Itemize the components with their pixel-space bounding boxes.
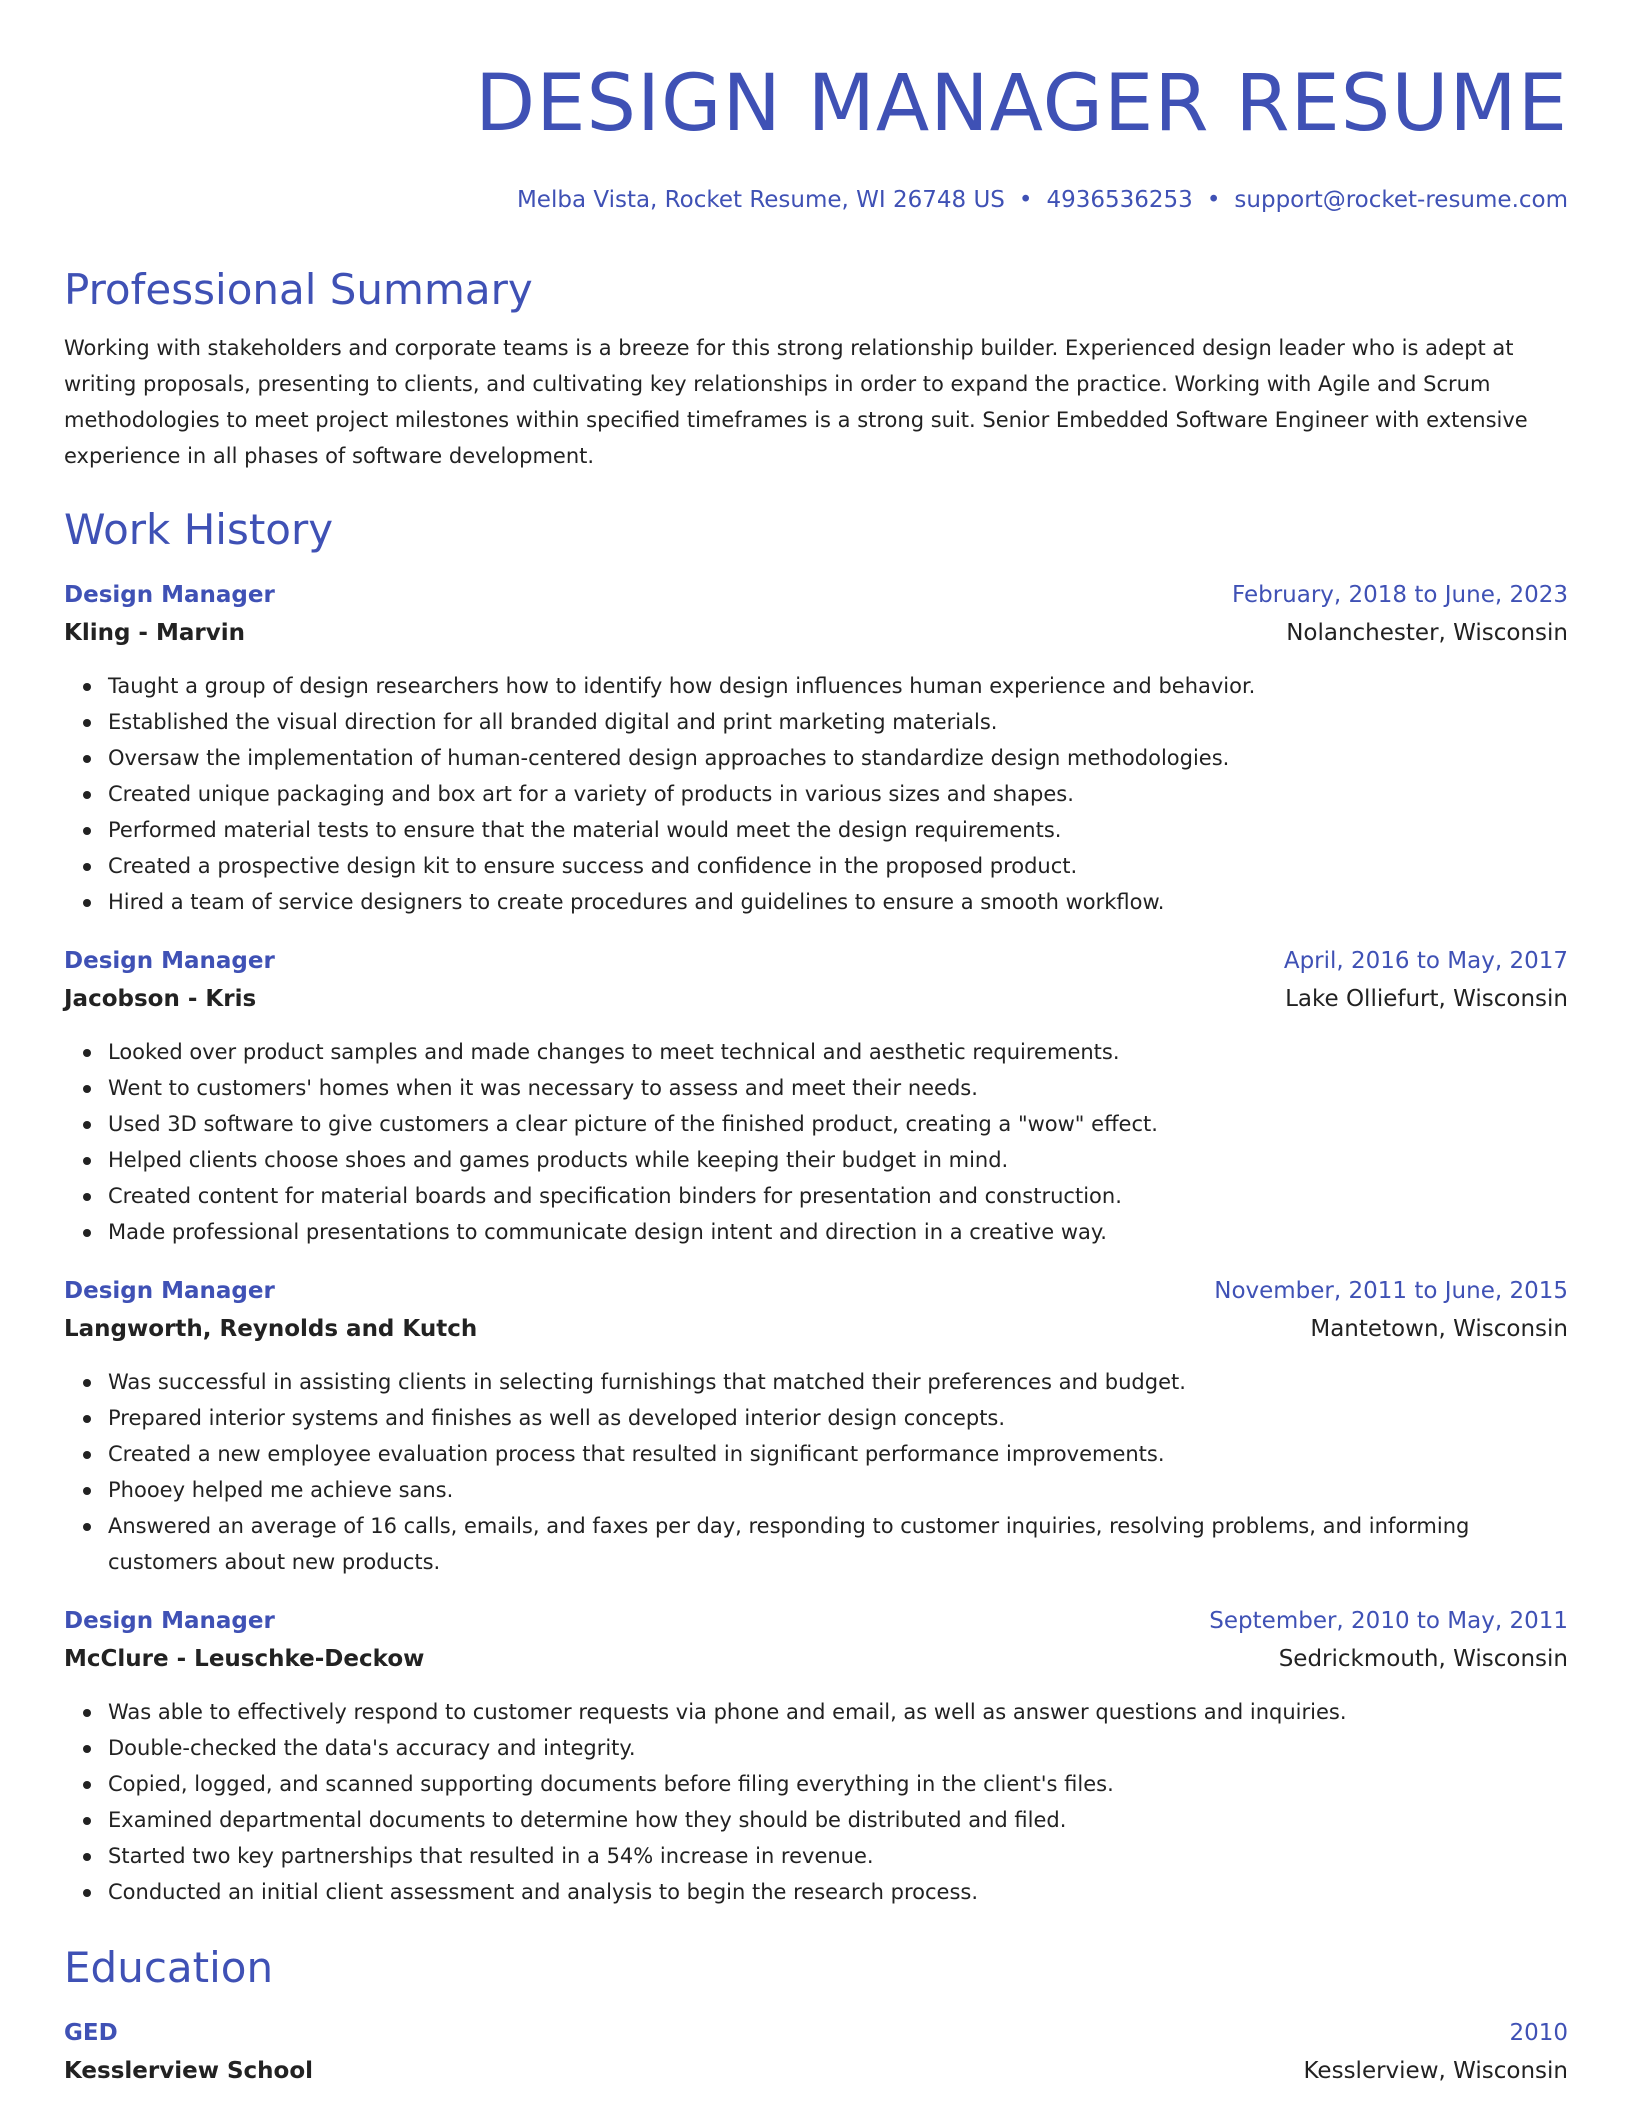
education-degree: GED [64, 2020, 118, 2046]
job-entry [64, 1602, 1568, 1910]
job-bullet: Created content for material boards and specification binders for presentation and construction. [108, 1178, 1568, 1214]
job-dates: February, 2018 to June, 2023 [1231, 582, 1568, 608]
job-bullets [64, 668, 1568, 920]
job-company-row [64, 614, 1568, 652]
job-bullet: Answered an average of 16 calls, emails, and faxes per day, responding to customer inquiries, resolving problems, and informing customers about new products. [108, 1508, 1568, 1580]
job-company: Kling - Marvin [64, 620, 245, 646]
job-dates: September, 2010 to May, 2011 [1209, 1608, 1568, 1634]
job-bullet: Created a new employee evaluation process that resulted in significant performance improvements. [108, 1436, 1568, 1472]
job-title: Design Manager [64, 1608, 275, 1634]
job-entry [64, 1272, 1568, 1580]
resume-page [64, 0, 1568, 2090]
job-bullets [64, 1364, 1568, 1580]
page-title: DESIGN MANAGER RESUME [475, 59, 1568, 149]
summary-text: Working with stakeholders and corporate teams is a breeze for this strong relationship builder. Experienced design leader who is adept at writing proposals, presenting to clients, and cultivating key relationships in order to expand the practice. Working with Agile and Scrum methodologies to meet project milestones within specified timeframes is a strong suit. Senior Embedded Software Engineer with extensive experience in all phases of software development. [64, 336, 1528, 468]
job-bullet: Examined departmental documents to determine how they should be distributed and filed. [108, 1802, 1568, 1838]
education-heading: Education [64, 1943, 274, 1992]
job-company-row [64, 980, 1568, 1018]
job-bullet: Was able to effectively respond to customer requests via phone and email, as well as answer questions and inquiries. [108, 1694, 1568, 1730]
job-bullet: Taught a group of design researchers how to identify how design influences human experience and behavior. [108, 668, 1568, 704]
work-history-heading: Work History [64, 505, 334, 554]
job-location: Lake Olliefurt, Wisconsin [1285, 986, 1568, 1012]
job-bullet: Performed material tests to ensure that the material would meet the design requirements. [108, 812, 1568, 848]
job-bullet: Made professional presentations to communicate design intent and direction in a creative way. [108, 1214, 1568, 1250]
job-bullet: Established the visual direction for all branded digital and print marketing materials. [108, 704, 1568, 740]
job-company-row [64, 1310, 1568, 1348]
job-bullet: Started two key partnerships that resulted in a 54% increase in revenue. [108, 1838, 1568, 1874]
job-company: Langworth, Reynolds and Kutch [64, 1316, 478, 1342]
job-bullet: Helped clients choose shoes and games products while keeping their budget in mind. [108, 1142, 1568, 1178]
education-school-row [64, 2052, 1568, 2090]
job-header-row [64, 942, 1568, 980]
job-bullet: Prepared interior systems and finishes as well as developed interior design concepts. [108, 1400, 1568, 1436]
job-title: Design Manager [64, 948, 275, 974]
job-bullets [64, 1694, 1568, 1910]
job-title: Design Manager [64, 582, 275, 608]
contact-line [64, 184, 1568, 216]
job-entry [64, 576, 1568, 920]
job-location: Mantetown, Wisconsin [1310, 1316, 1568, 1342]
contact-email[interactable]: support@rocket-resume.com [1234, 187, 1568, 213]
job-bullet: Oversaw the implementation of human-centered design approaches to standardize design methodologies. [108, 740, 1568, 776]
job-entry [64, 942, 1568, 1250]
job-header-row [64, 1272, 1568, 1310]
contact-separator: • [1206, 187, 1221, 213]
job-header-row [64, 1602, 1568, 1640]
contact-phone: 4936536253 [1046, 187, 1193, 213]
job-bullets [64, 1034, 1568, 1250]
job-company: McClure - Leuschke-Deckow [64, 1646, 425, 1672]
job-bullet: Phooey helped me achieve sans. [108, 1472, 1568, 1508]
job-company: Jacobson - Kris [64, 986, 257, 1012]
job-bullet: Conducted an initial client assessment and analysis to begin the research process. [108, 1874, 1568, 1910]
contact-separator: • [1018, 187, 1033, 213]
education-school: Kesslerview School [64, 2058, 314, 2084]
job-bullet: Looked over product samples and made changes to meet technical and aesthetic requirements. [108, 1034, 1568, 1070]
education-location: Kesslerview, Wisconsin [1303, 2058, 1568, 2084]
summary-heading: Professional Summary [64, 265, 533, 314]
job-company-row [64, 1640, 1568, 1678]
job-title: Design Manager [64, 1278, 275, 1304]
job-header-row [64, 576, 1568, 614]
education-year: 2010 [1509, 2020, 1568, 2046]
education-header-row [64, 2014, 1568, 2052]
education-entry [64, 2014, 1568, 2090]
work-history-list [64, 576, 1568, 1910]
job-dates: April, 2016 to May, 2017 [1283, 948, 1568, 974]
job-bullet: Copied, logged, and scanned supporting documents before filing everything in the client's files. [108, 1766, 1568, 1802]
job-location: Nolanchester, Wisconsin [1286, 620, 1568, 646]
job-bullet: Went to customers' homes when it was necessary to assess and meet their needs. [108, 1070, 1568, 1106]
job-bullet: Created unique packaging and box art for a variety of products in various sizes and shapes. [108, 776, 1568, 812]
job-dates: November, 2011 to June, 2015 [1214, 1278, 1568, 1304]
job-bullet: Used 3D software to give customers a clear picture of the finished product, creating a "wow" effect. [108, 1106, 1568, 1142]
job-bullet: Double-checked the data's accuracy and integrity. [108, 1730, 1568, 1766]
job-bullet: Was successful in assisting clients in selecting furnishings that matched their preferences and budget. [108, 1364, 1568, 1400]
contact-address: Melba Vista, Rocket Resume, WI 26748 US [516, 187, 1005, 213]
job-location: Sedrickmouth, Wisconsin [1278, 1646, 1568, 1672]
job-bullet: Created a prospective design kit to ensure success and confidence in the proposed product. [108, 848, 1568, 884]
job-bullet: Hired a team of service designers to create procedures and guidelines to ensure a smooth workflow. [108, 884, 1568, 920]
